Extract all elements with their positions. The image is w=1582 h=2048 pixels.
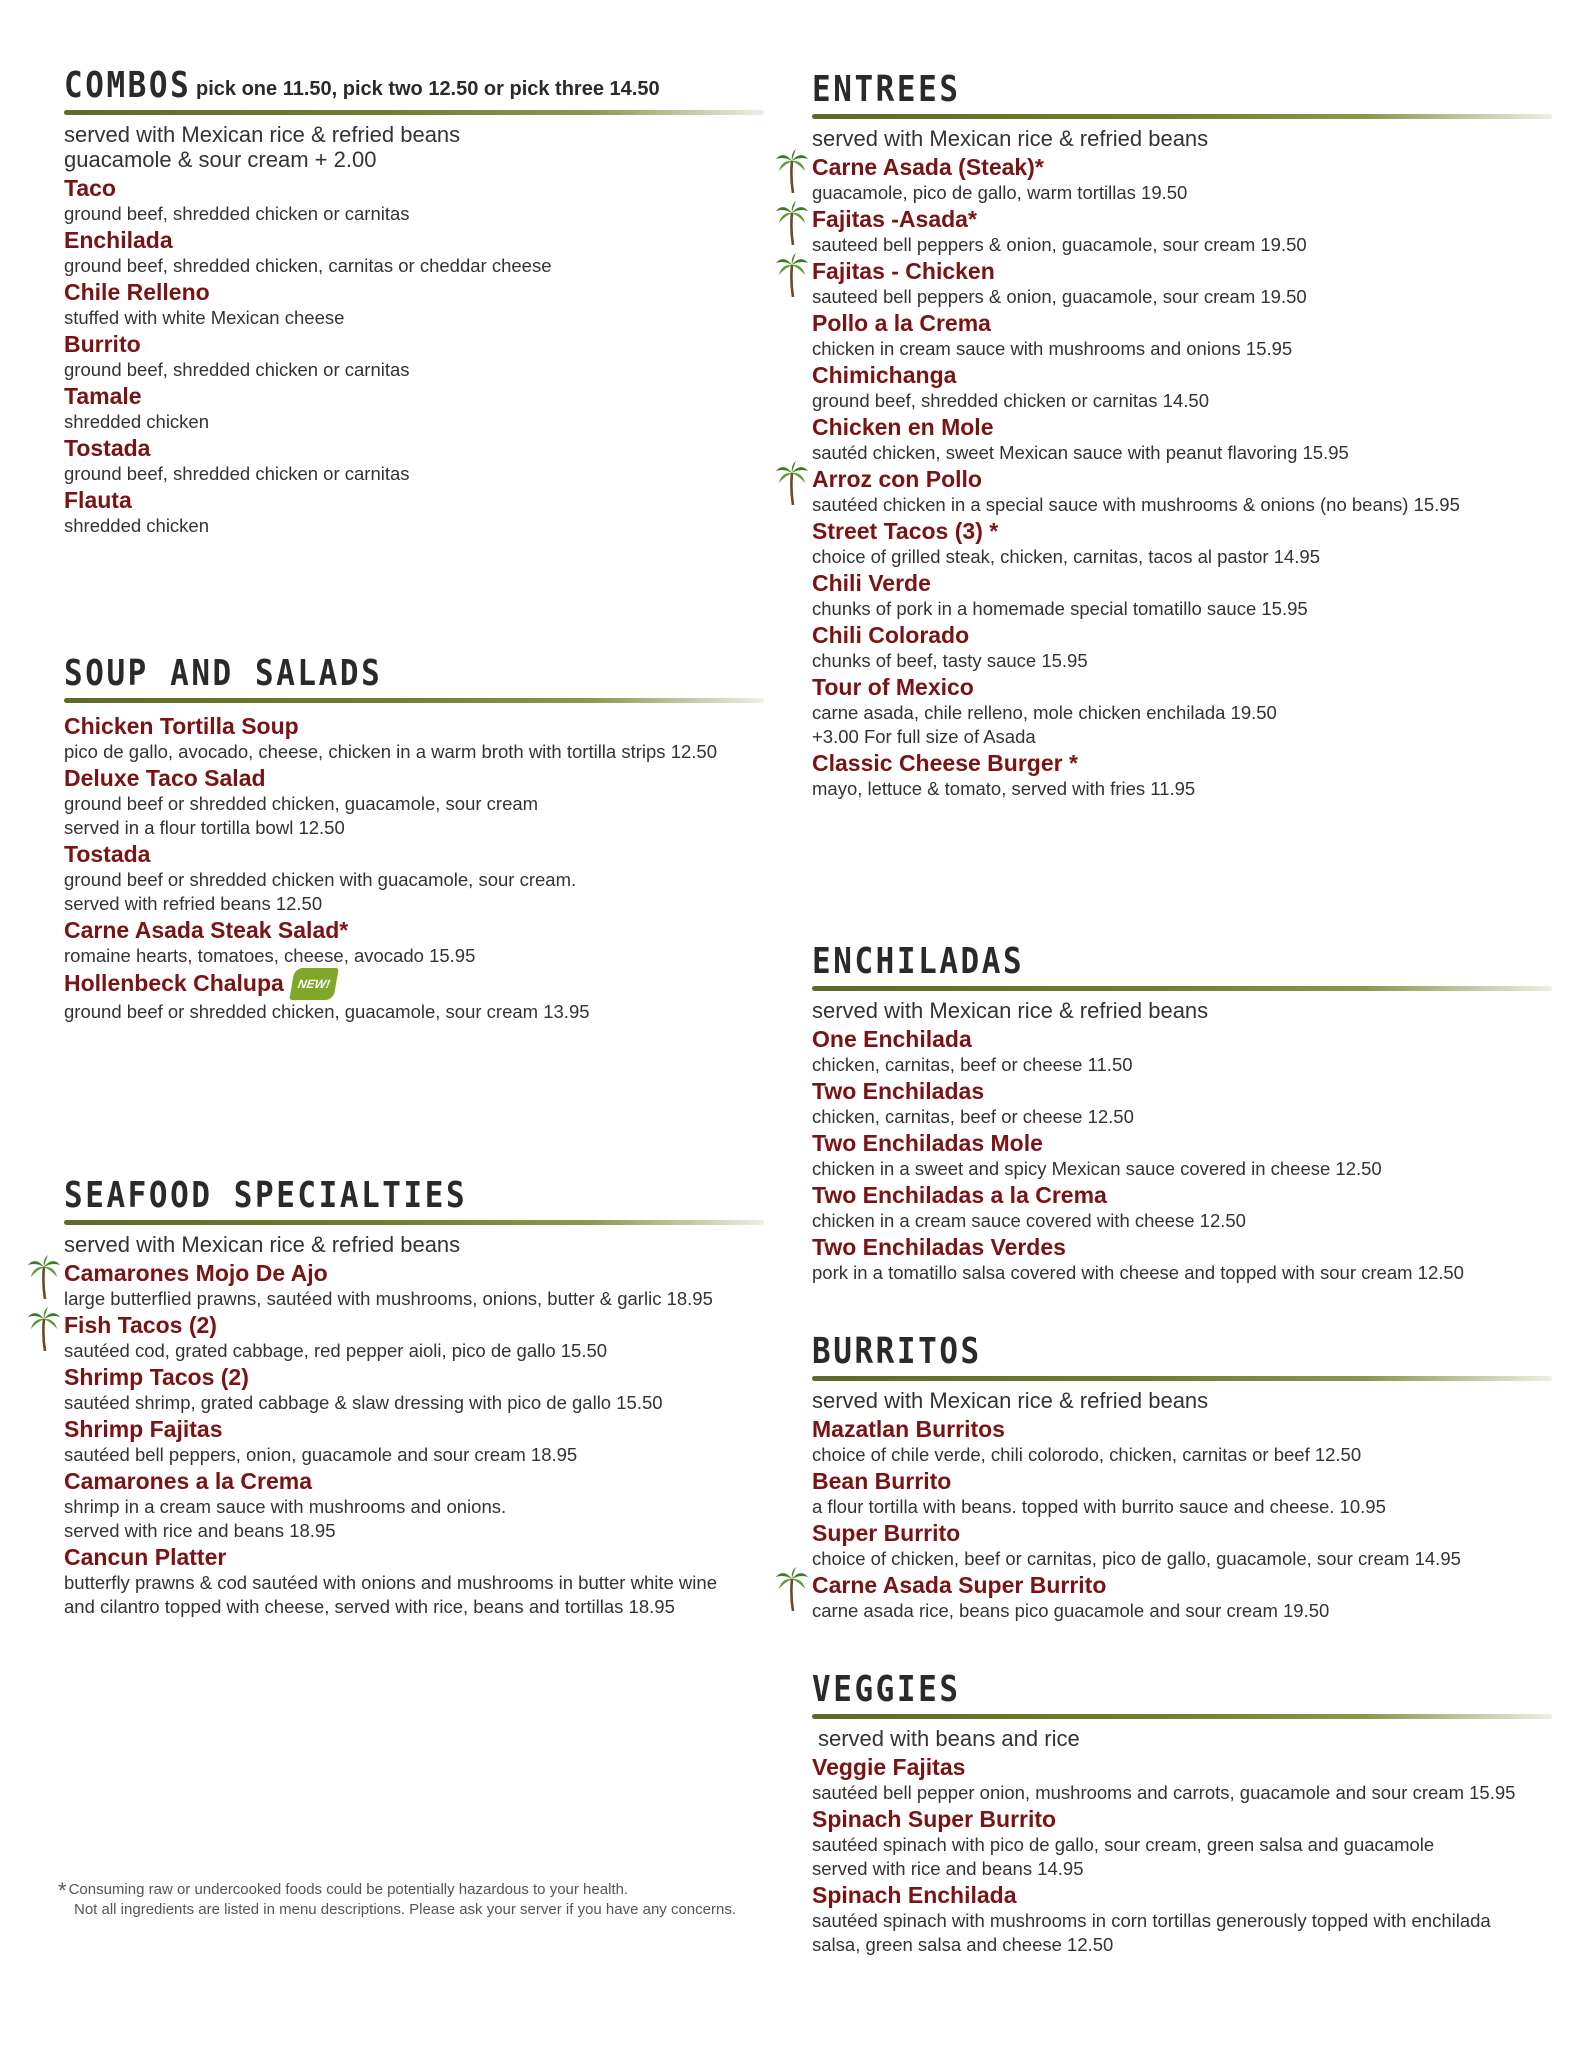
veggies-section — [812, 1666, 1552, 1957]
menu-item-name-text: Camarones Mojo De Ajo — [64, 1260, 328, 1286]
menu-item-name-text: Arroz con Pollo — [812, 466, 982, 492]
section-subtitle: served with Mexican rice & refried beans — [64, 1232, 461, 1257]
burritos-heading: BURRITOS — [812, 1331, 982, 1372]
enchiladas-heading-row — [812, 938, 1552, 986]
menu-item-name — [64, 1543, 764, 1571]
entrees-section — [812, 66, 1552, 801]
soups-section — [64, 650, 764, 1024]
menu-item-list — [812, 1025, 1552, 1285]
menu-item — [812, 621, 1552, 673]
menu-item — [812, 309, 1552, 361]
section-subtitle: served with beans and rice — [818, 1726, 1080, 1751]
menu-item — [812, 1415, 1552, 1467]
menu-item-name-text: Two Enchiladas a la Crema — [812, 1182, 1107, 1208]
menu-item-list — [812, 1753, 1552, 1957]
menu-item-name — [64, 226, 764, 254]
menu-item-description: ground beef or shredded chicken, guacamole, sour cream 13.95 — [64, 1001, 590, 1022]
section-subtitle: served with Mexican rice & refried beans — [812, 1388, 1209, 1413]
palm-tree-icon — [776, 253, 808, 297]
section-divider — [812, 1714, 1552, 1719]
menu-item — [812, 1181, 1552, 1233]
section-divider — [812, 114, 1552, 119]
footnote-line: Not all ingredients are listed in menu descriptions. Please ask your server if you have any concerns. — [74, 1901, 736, 1918]
menu-item-list — [812, 1415, 1552, 1623]
combos-heading: COMBOS — [64, 65, 192, 106]
menu-item — [64, 434, 764, 486]
menu-item-name — [812, 1805, 1552, 1833]
menu-item-description: sauteed bell peppers & onion, guacamole, sour cream 19.50 — [812, 234, 1307, 255]
soups-heading: SOUP AND SALADS — [64, 653, 383, 694]
menu-item-description: choice of chicken, beef or carnitas, pico de gallo, guacamole, sour cream 14.95 — [812, 1548, 1461, 1569]
menu-item-name — [812, 1181, 1552, 1209]
menu-item-name-text: Classic Cheese Burger * — [812, 750, 1078, 776]
menu-item-description: ground beef, shredded chicken or carnitas 14.50 — [812, 390, 1209, 411]
menu-item-description: choice of chile verde, chili colorodo, chicken, carnitas or beef 12.50 — [812, 1444, 1362, 1465]
menu-item-name-text: Fajitas - Chicken — [812, 258, 995, 284]
section-subtitle: served with Mexican rice & refried beans — [812, 126, 1209, 151]
menu-item — [64, 712, 764, 764]
menu-item-description: and cilantro topped with cheese, served with rice, beans and tortillas 18.95 — [64, 1596, 675, 1617]
menu-item-name — [64, 840, 764, 868]
menu-item-name-text: Burrito — [64, 331, 141, 357]
menu-item-name — [812, 1233, 1552, 1261]
menu-item — [812, 361, 1552, 413]
menu-item-description: sautéed spinach with mushrooms in corn tortillas generously topped with enchilada — [812, 1910, 1491, 1931]
menu-item-description: mayo, lettuce & tomato, served with fries 11.95 — [812, 778, 1196, 799]
section-subtitle: guacamole & sour cream + 2.00 — [64, 147, 377, 172]
menu-item-name — [812, 569, 1552, 597]
menu-item — [64, 330, 764, 382]
menu-item-description: sautéed spinach with pico de gallo, sour cream, green salsa and guacamole — [812, 1834, 1435, 1855]
menu-item — [812, 1519, 1552, 1571]
menu-item-description: pork in a tomatillo salsa covered with cheese and topped with sour cream 12.50 — [812, 1262, 1464, 1283]
menu-item-name-text: Camarones a la Crema — [64, 1468, 313, 1494]
menu-item-description: served with rice and beans 14.95 — [812, 1858, 1084, 1879]
menu-item-name — [64, 712, 764, 740]
menu-item-name-text: Deluxe Taco Salad — [64, 765, 266, 791]
menu-item-name — [64, 1415, 764, 1443]
menu-item-name-text: Two Enchiladas Mole — [812, 1130, 1043, 1156]
menu-item-description: butterfly prawns & cod sautéed with onions and mushrooms in butter white wine — [64, 1572, 717, 1593]
seafood-section — [64, 1172, 764, 1619]
seafood-heading-row — [64, 1172, 764, 1220]
menu-item-description: chicken in cream sauce with mushrooms and onions 15.95 — [812, 338, 1293, 359]
menu-item-description: carne asada rice, beans pico guacamole and sour cream 19.50 — [812, 1600, 1330, 1621]
menu-item-name-text: One Enchilada — [812, 1026, 972, 1052]
menu-item-description: shredded chicken — [64, 411, 210, 432]
menu-item-description: shrimp in a cream sauce with mushrooms and onions. — [64, 1496, 507, 1517]
menu-item-name-text: Spinach Enchilada — [812, 1882, 1017, 1908]
menu-item-name-text: Cancun Platter — [64, 1544, 227, 1570]
menu-item-name-text: Two Enchiladas Verdes — [812, 1234, 1066, 1260]
menu-item — [812, 517, 1552, 569]
menu-item-description: sauteed bell peppers & onion, guacamole, sour cream 19.50 — [812, 286, 1307, 307]
menu-item-name — [64, 1467, 764, 1495]
menu-item — [812, 749, 1552, 801]
menu-item-name-text: Carne Asada (Steak)* — [812, 154, 1044, 180]
menu-item-description: served with refried beans 12.50 — [64, 893, 323, 914]
menu-item-name — [812, 205, 1552, 233]
entrees-heading: ENTREES — [812, 69, 961, 110]
menu-item — [64, 174, 764, 226]
menu-item-description: ground beef, shredded chicken or carnitas — [64, 463, 410, 484]
menu-item-name-text: Taco — [64, 175, 116, 201]
menu-item-name — [64, 1363, 764, 1391]
menu-item — [812, 413, 1552, 465]
menu-item-name-text: Super Burrito — [812, 1520, 961, 1546]
menu-item-name-text: Chicken en Mole — [812, 414, 994, 440]
veggies-heading: VEGGIES — [812, 1669, 961, 1710]
menu-item-name — [64, 434, 764, 462]
menu-item-description: chunks of beef, tasty sauce 15.95 — [812, 650, 1088, 671]
menu-item-name-text: Chile Relleno — [64, 279, 210, 305]
menu-item — [812, 1753, 1552, 1805]
menu-item-name-text: Bean Burrito — [812, 1468, 952, 1494]
menu-item — [64, 1311, 764, 1363]
menu-item-name — [812, 517, 1552, 545]
section-divider — [812, 986, 1552, 991]
menu-item-description: chicken in a sweet and spicy Mexican sauce covered in cheese 12.50 — [812, 1158, 1382, 1179]
menu-item-description: pico de gallo, avocado, cheese, chicken in a warm broth with tortilla strips 12.50 — [64, 741, 717, 762]
menu-item-name-text: Hollenbeck Chalupa — [64, 970, 284, 996]
enchiladas-section — [812, 938, 1552, 1285]
palm-tree-icon — [28, 1307, 60, 1351]
menu-item-name — [64, 764, 764, 792]
menu-item-name — [812, 465, 1552, 493]
menu-item — [812, 1805, 1552, 1881]
menu-item-name-text: Two Enchiladas — [812, 1078, 985, 1104]
menu-item-name — [812, 309, 1552, 337]
menu-item-description: served with rice and beans 18.95 — [64, 1520, 336, 1541]
menu-item-name-text: Tour of Mexico — [812, 674, 974, 700]
menu-item-name-text: Tamale — [64, 383, 142, 409]
menu-item-name-text: Enchilada — [64, 227, 173, 253]
menu-item-description: guacamole, pico de gallo, warm tortillas 19.50 — [812, 182, 1188, 203]
menu-item-description: ground beef or shredded chicken with guacamole, sour cream. — [64, 869, 577, 890]
menu-item-name — [812, 1571, 1552, 1599]
veggies-heading-row — [812, 1666, 1552, 1714]
menu-item-list — [64, 712, 764, 1024]
menu-item-name — [812, 1753, 1552, 1781]
menu-item-name-text: Chimichanga — [812, 362, 957, 388]
footnote-line: Consuming raw or undercooked foods could be potentially hazardous to your health. — [68, 1881, 629, 1898]
menu-item-name — [64, 382, 764, 410]
menu-item-name — [64, 968, 764, 1000]
menu-item-description: chicken in a cream sauce covered with cheese 12.50 — [812, 1210, 1246, 1231]
menu-item — [812, 1077, 1552, 1129]
menu-item-name — [812, 1077, 1552, 1105]
menu-item-description: carne asada, chile relleno, mole chicken enchilada 19.50 — [812, 702, 1277, 723]
menu-item-description: shredded chicken — [64, 515, 210, 536]
menu-item-name — [64, 1311, 764, 1339]
menu-item-description: chicken, carnitas, beef or cheese 11.50 — [812, 1054, 1133, 1075]
section-subtitle: served with Mexican rice & refried beans — [64, 122, 461, 147]
menu-item — [64, 968, 764, 1024]
menu-item-name — [812, 1415, 1552, 1443]
menu-item — [812, 1881, 1552, 1957]
menu-item — [812, 205, 1552, 257]
menu-item-description: served in a flour tortilla bowl 12.50 — [64, 817, 345, 838]
menu-item — [64, 278, 764, 330]
menu-item-name-text: Mazatlan Burritos — [812, 1416, 1005, 1442]
menu-item-name — [812, 257, 1552, 285]
menu-item — [812, 1467, 1552, 1519]
section-divider — [812, 1376, 1552, 1381]
section-divider — [64, 110, 764, 115]
menu-item-name-text: Chicken Tortilla Soup — [64, 713, 299, 739]
menu-item-name-text: Street Tacos (3) * — [812, 518, 999, 544]
menu-item-description: ground beef, shredded chicken or carnitas — [64, 359, 410, 380]
menu-item-name — [64, 174, 764, 202]
menu-item-description: chunks of pork in a homemade special tomatillo sauce 15.95 — [812, 598, 1308, 619]
menu-item — [812, 1233, 1552, 1285]
menu-item — [64, 1259, 764, 1311]
menu-item — [64, 1363, 764, 1415]
menu-item-description: sautéed cod, grated cabbage, red pepper aioli, pico de gallo 15.50 — [64, 1340, 608, 1361]
footnote-asterisk: * — [58, 1878, 67, 1903]
menu-item-name-text: Shrimp Tacos (2) — [64, 1364, 249, 1390]
palm-tree-icon — [776, 461, 808, 505]
entrees-heading-row — [812, 66, 1552, 114]
menu-item-name — [812, 361, 1552, 389]
burritos-section — [812, 1328, 1552, 1623]
menu-item-name-text: Shrimp Fajitas — [64, 1416, 223, 1442]
menu-item — [812, 673, 1552, 749]
menu-item — [64, 840, 764, 916]
menu-item-description: choice of grilled steak, chicken, carnitas, tacos al pastor 14.95 — [812, 546, 1320, 567]
menu-item-name-text: Chili Colorado — [812, 622, 970, 648]
menu-item-name — [812, 749, 1552, 777]
menu-item-name — [64, 1259, 764, 1287]
menu-item-list — [812, 153, 1552, 801]
menu-item — [812, 465, 1552, 517]
menu-item-name-text: Tostada — [64, 841, 151, 867]
menu-item — [64, 226, 764, 278]
menu-item — [64, 1467, 764, 1543]
menu-item-name — [812, 413, 1552, 441]
menu-item-name — [812, 1129, 1552, 1157]
menu-item-name — [812, 1467, 1552, 1495]
menu-item-name-text: Carne Asada Steak Salad* — [64, 917, 349, 943]
menu-item-name-text: Fajitas -Asada* — [812, 206, 977, 232]
menu-item — [64, 486, 764, 538]
menu-item — [64, 1543, 764, 1619]
combos-pricing-note: pick one 11.50, pick two 12.50 or pick three 14.50 — [196, 78, 660, 100]
palm-tree-icon — [776, 1567, 808, 1611]
menu-item-name — [64, 486, 764, 514]
menu-item-name — [812, 153, 1552, 181]
menu-item — [812, 1129, 1552, 1181]
menu-item-description: large butterflied prawns, sautéed with mushrooms, onions, butter & garlic 18.95 — [64, 1288, 713, 1309]
menu-item — [812, 1571, 1552, 1623]
menu-item-description: sautéd chicken, sweet Mexican sauce with peanut flavoring 15.95 — [812, 442, 1349, 463]
menu-item — [812, 153, 1552, 205]
menu-item-description: sautéed bell peppers, onion, guacamole and sour cream 18.95 — [64, 1444, 578, 1465]
menu-item-name — [64, 330, 764, 358]
menu-item — [64, 1415, 764, 1467]
enchiladas-heading: ENCHILADAS — [812, 941, 1025, 982]
menu-item-description: a flour tortilla with beans. topped with burrito sauce and cheese. 10.95 — [812, 1496, 1386, 1517]
palm-tree-icon — [28, 1255, 60, 1299]
menu-item-description: ground beef or shredded chicken, guacamole, sour cream — [64, 793, 539, 814]
combos-section — [64, 62, 764, 538]
section-divider — [64, 698, 764, 703]
menu-item — [812, 1025, 1552, 1077]
menu-item-description: chicken, carnitas, beef or cheese 12.50 — [812, 1106, 1134, 1127]
menu-item-description: sautéed chicken in a special sauce with mushrooms & onions (no beans) 15.95 — [812, 494, 1460, 515]
menu-item-name-text: Veggie Fajitas — [812, 1754, 966, 1780]
menu-item — [64, 916, 764, 968]
menu-item-name-text: Flauta — [64, 487, 132, 513]
menu-item-name-text: Carne Asada Super Burrito — [812, 1572, 1107, 1598]
menu-item — [64, 764, 764, 840]
menu-item — [64, 382, 764, 434]
menu-item-name-text: Pollo a la Crema — [812, 310, 991, 336]
palm-tree-icon — [776, 201, 808, 245]
menu-item-name — [812, 673, 1552, 701]
menu-item-description: sautéed shrimp, grated cabbage & slaw dressing with pico de gallo 15.50 — [64, 1392, 663, 1413]
menu-item — [812, 569, 1552, 621]
menu-item-description: stuffed with white Mexican cheese — [64, 307, 345, 328]
menu-item-name-text: Fish Tacos (2) — [64, 1312, 217, 1338]
menu-item-description: ground beef, shredded chicken, carnitas or cheddar cheese — [64, 255, 552, 276]
menu-item-list — [64, 174, 764, 538]
menu-item-name — [812, 1881, 1552, 1909]
combos-heading-row — [64, 62, 764, 110]
section-divider — [64, 1220, 764, 1225]
menu-item-name — [64, 278, 764, 306]
palm-tree-icon — [776, 149, 808, 193]
menu-item-description: romaine hearts, tomatoes, cheese, avocado 15.95 — [64, 945, 476, 966]
menu-item-description: salsa, green salsa and cheese 12.50 — [812, 1934, 1114, 1955]
footnote — [58, 1880, 736, 1919]
burritos-heading-row — [812, 1328, 1552, 1376]
menu-item-name — [812, 1519, 1552, 1547]
menu-item-name-text: Chili Verde — [812, 570, 931, 596]
section-subtitle: served with Mexican rice & refried beans — [812, 998, 1209, 1023]
seafood-heading: SEAFOOD SPECIALTIES — [64, 1175, 468, 1216]
menu-item-list — [64, 1259, 764, 1619]
soups-heading-row — [64, 650, 764, 698]
menu-item-name — [64, 916, 764, 944]
menu-item-name-text: Tostada — [64, 435, 151, 461]
menu-item — [812, 257, 1552, 309]
menu-item-description: ground beef, shredded chicken or carnitas — [64, 203, 410, 224]
menu-item-name — [812, 1025, 1552, 1053]
menu-item-name — [812, 621, 1552, 649]
menu-item-description: +3.00 For full size of Asada — [812, 726, 1036, 747]
new-badge: NEW! — [289, 968, 339, 1000]
menu-item-name-text: Spinach Super Burrito — [812, 1806, 1057, 1832]
menu-item-description: sautéed bell pepper onion, mushrooms and carrots, guacamole and sour cream 15.95 — [812, 1782, 1516, 1803]
